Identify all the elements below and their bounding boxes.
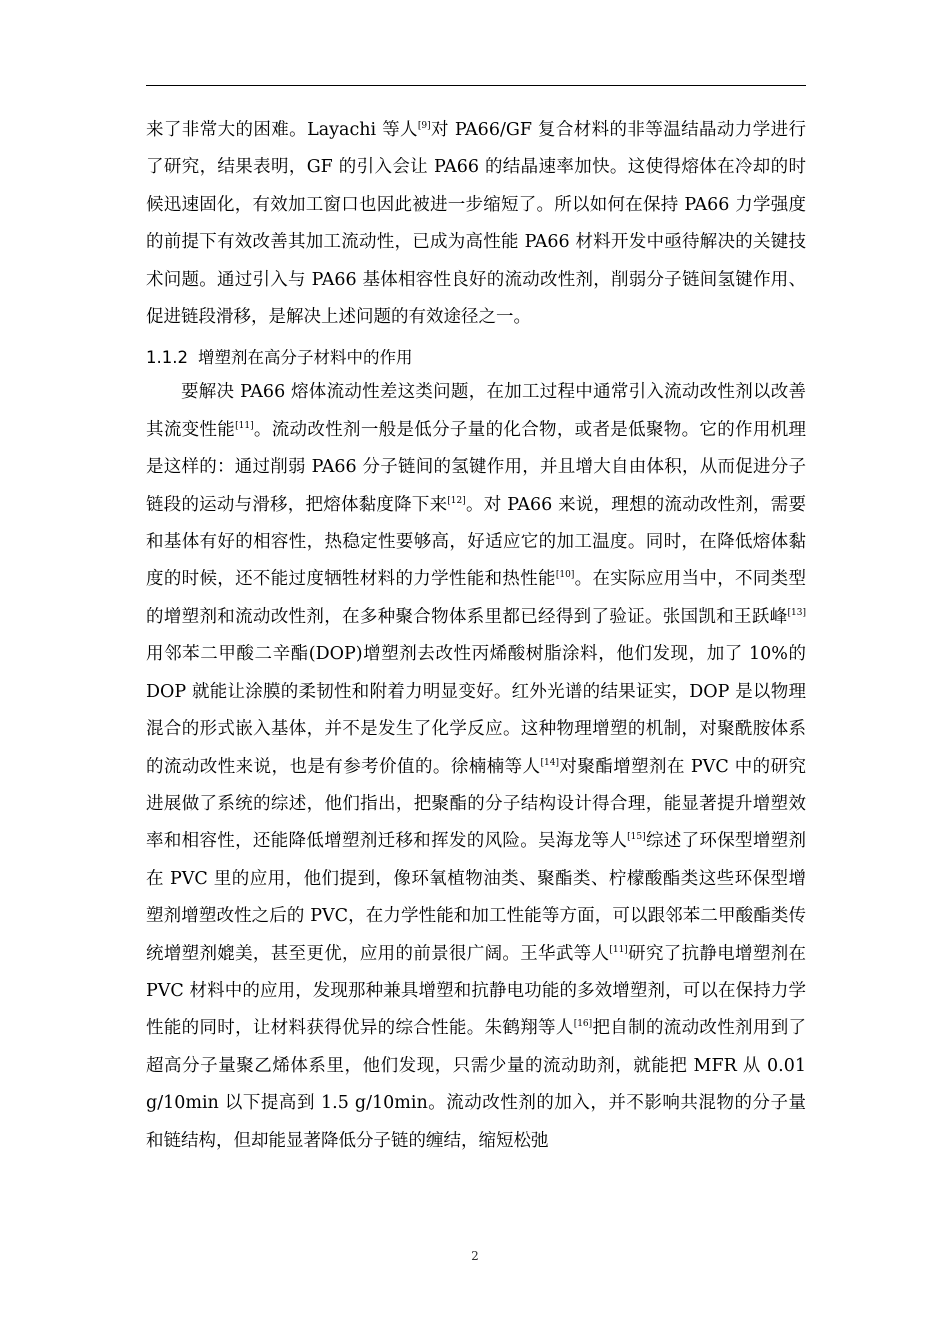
citation-ref: [11] (609, 944, 628, 955)
body-paragraph: 来了非常大的困难。Layachi 等人[9]对 PA66/GF 复合材料的非等温结晶动力学进行了研究，结果表明，GF 的引入会让 PA66 的结晶速率加快。这使得熔体在冷却的时候迅速固化，有效加工窗口也因此被进一步缩短了。所以如何在保持 PA66 力学强度的前提下有效改善其加工流动性，已成为高性能 PA66 材料开发中亟待解决的关键技术问题。通过引入与 PA66 基体相容性良好的流动改性剂，削弱分子链间氢键作用、促进链段滑移，是解决上述问题的有效途径之一。 (146, 120, 806, 328)
page-body (146, 112, 806, 1160)
section-heading (146, 342, 806, 374)
citation-ref: [14] (540, 757, 559, 768)
citation-ref: [9] (417, 121, 431, 131)
citation-ref: [13] (787, 607, 806, 618)
citation-ref: [15] (627, 832, 646, 843)
body-paragraph: 要解决 PA66 熔体流动性差这类问题，在加工过程中通常引入流动改性剂以改善其流变性能[11]。流动改性剂一般是低分子量的化合物，或者是低聚物。它的作用机理是这样的：通过削弱 PA66 分子链间的氢键作用，并且增大自由体积，从而促进分子链段的运动与滑移，把熔体黏度降下来[12]。对 PA66 来说，理想的流动改性剂，需要和基体有好的相容性，热稳定性要够高，好适应它的加工温度。同时，在降低熔体黏度的时候，还不能过度牺牲材料的力学性能和热性能[10]。在实际应用当中，不同类型的增塑剂和流动改性剂，在多种聚合物体系里都已经得到了验证。张国凯和王跃峰[13]用邻苯二甲酸二辛酯(DOP)增塑剂去改性丙烯酸树脂涂料，他们发现，加了 10%的 DOP 就能让涂膜的柔韧性和附着力明显变好。红外光谱的结果证实，DOP 是以物理混合的形式嵌入基体，并不是发生了化学反应。这种物理增塑的机制，对聚酰胺体系的流动改性来说，也是有参考价值的。徐楠楠等人[14]对聚酯增塑剂在 PVC 中的研究进展做了系统的综述，他们指出，把聚酯的分子结构设计得合理，能显著提升增塑效率和相容性，还能降低增塑剂迁移和挥发的风险。吴海龙等人[15]综述了环保型增塑剂在 PVC 里的应用，他们提到，像环氧植物油类、聚酯类、柠檬酸酯类这些环保型增塑剂增塑改性之后的 PVC，在力学性能和加工性能等方面，可以跟邻苯二甲酸酯类传统增塑剂媲美，甚至更优，应用的前景很广阔。王华武等人[11]研究了抗静电增塑剂在 PVC 材料中的应用，发现那种兼具增塑和抗静电功能的多效增塑剂，可以在保持力学性能的同时，让材料获得优异的综合性能。朱鹤翔等人[16]把自制的流动改性剂用到了超高分子量聚乙烯体系里，他们发现，只需少量的流动助剂，就能把 MFR 从 0.01 g/10min 以下提高到 1.5 g/10min。流动改性剂的加入，并不影响共混物的分子量和链结构，但却能显著降低分子链的缠结，缩短松弛 (146, 382, 807, 1151)
section-number: 1.1.2 (146, 348, 188, 368)
citation-ref: [16] (573, 1019, 593, 1030)
citation-ref: [10] (555, 570, 575, 581)
citation-ref: [11] (235, 420, 254, 431)
page-number: 2 (471, 1249, 479, 1263)
header-rule (146, 85, 806, 86)
citation-ref: [12] (447, 495, 466, 506)
section-title: 增塑剂在高分子材料中的作用 (197, 348, 413, 368)
